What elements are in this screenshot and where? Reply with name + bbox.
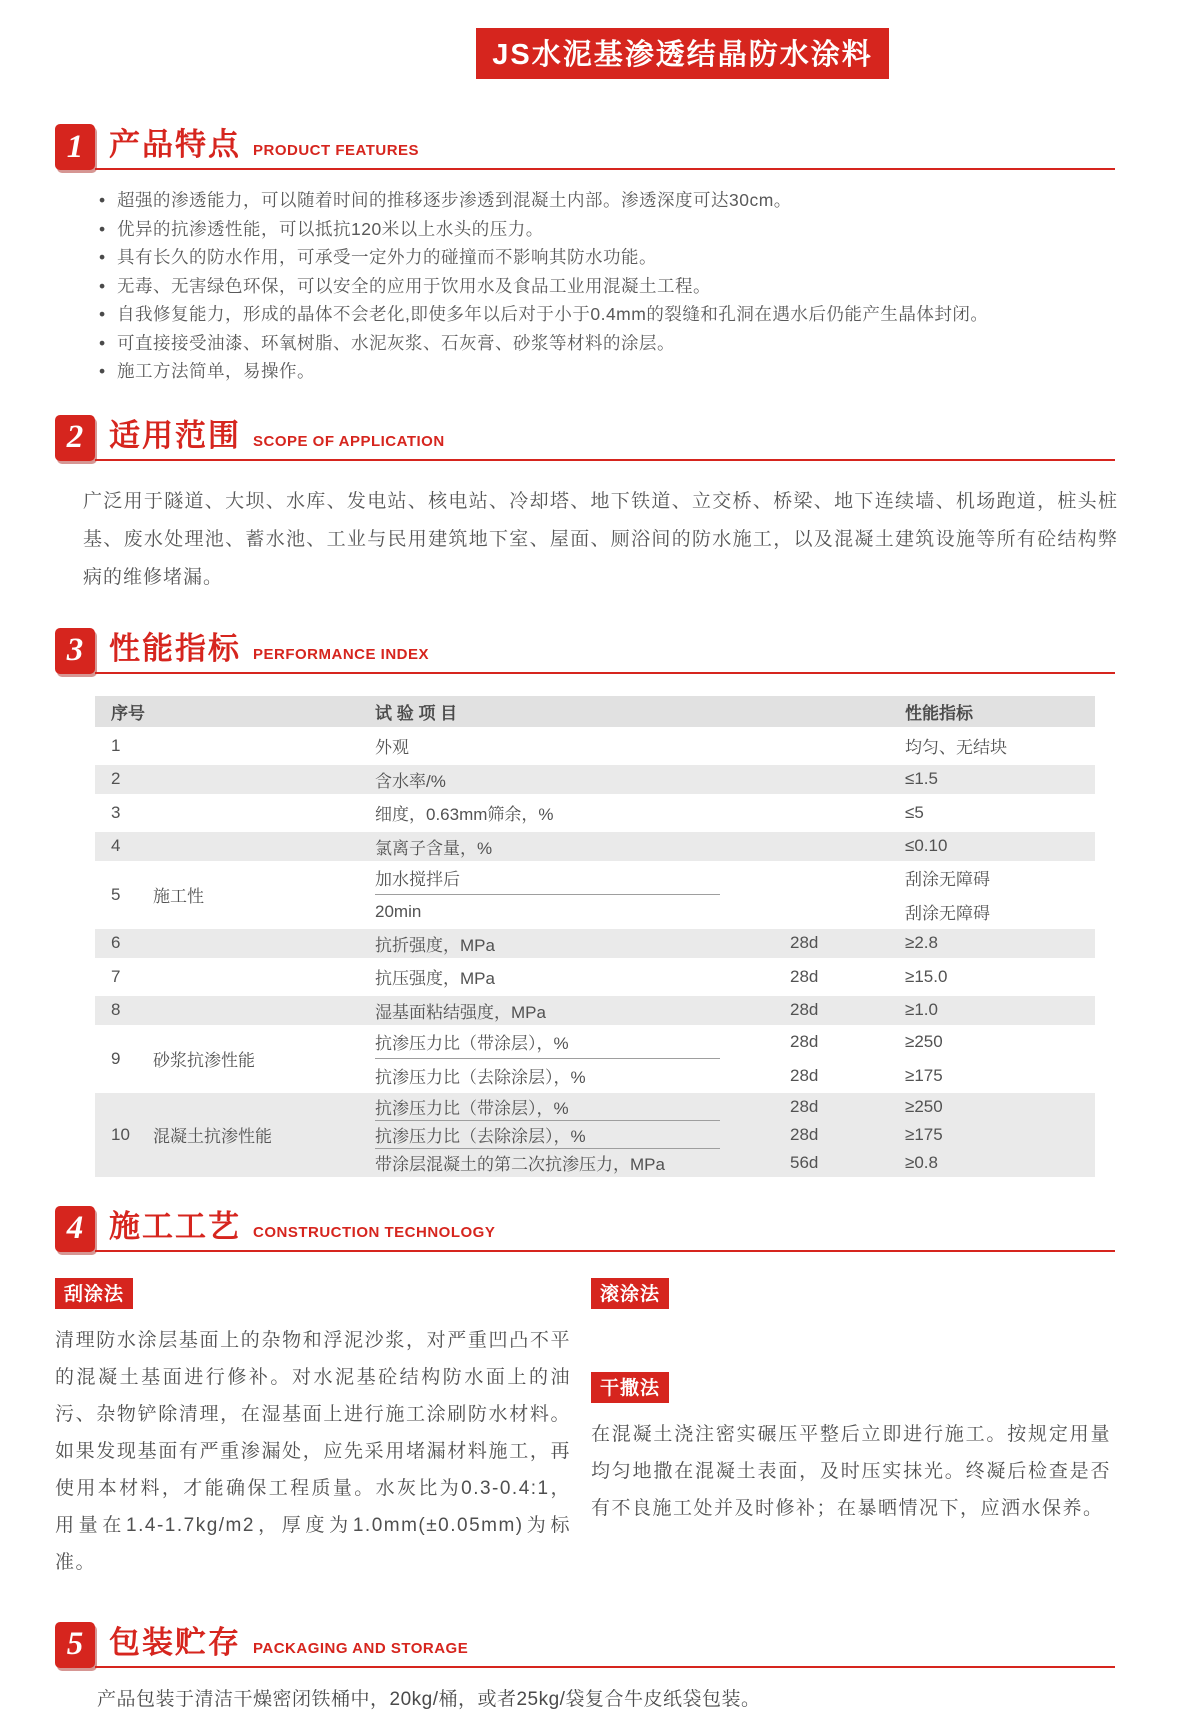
table-cell: 抗压强度，MPa: [375, 969, 495, 988]
performance-table-body: [95, 727, 1095, 1177]
section-header: [55, 119, 1115, 170]
page-title: JS水泥基渗透结晶防水涂料: [476, 28, 888, 79]
table-cell: 氯离子含量，%: [375, 838, 493, 858]
table-row: [95, 727, 1095, 765]
table-cell: 抗折强度，MPa: [375, 935, 495, 955]
section-title-group: [95, 410, 1115, 461]
performance-table: [95, 696, 1095, 1177]
table-cell: [153, 727, 375, 765]
table-cell: 混凝土抗渗性能: [153, 1127, 272, 1146]
section-title-group: [95, 1201, 1115, 1252]
table-cell: 28d: [790, 933, 819, 952]
table-cell: 均匀、无结块: [905, 738, 1007, 757]
table-cell: [790, 794, 905, 832]
section-title-cn: 适用范围: [109, 417, 241, 453]
section-packaging: [55, 1617, 1115, 1711]
section-title-en: PRODUCT FEATURES: [253, 142, 420, 159]
section-performance: [55, 623, 1115, 1177]
table-cell: 28d 28d 56d: [790, 1096, 819, 1172]
table-cell: ≥250 ≥175: [905, 1031, 943, 1085]
table-cell: [153, 832, 375, 861]
col-header-seq: 序号: [111, 703, 145, 723]
section-title-en: PERFORMANCE INDEX: [253, 645, 430, 663]
table-row: [95, 794, 1095, 832]
feature-item: • 可直接接受油漆、环氧树脂、水泥灰浆、石灰膏、砂浆等材料的涂层。: [97, 329, 1115, 358]
section-number-badge: 4: [55, 1206, 95, 1252]
table-cell: [153, 958, 375, 996]
table-cell: [153, 929, 375, 958]
section-title-cn: 性能指标: [109, 630, 241, 666]
table-cell: [790, 727, 905, 765]
method-dry-text: 在混凝土浇注密实碾压平整后立即进行施工。按规定用量均匀地撒在混凝土表面，及时压实抹光。终凝后检查是否有不良施工处并及时修补；在暴晒情况下，应洒水保养。: [591, 1423, 1111, 1519]
methods-columns: [55, 1278, 1115, 1581]
feature-item: • 具有长久的防水作用，可承受一定外力的碰撞而不影响其防水功能。: [97, 243, 1115, 272]
table-cell: [153, 765, 375, 794]
table-cell: ≥250 ≥175 ≥0.8: [905, 1096, 943, 1172]
table-cell: ≤5: [905, 802, 924, 822]
feature-list: [97, 186, 1115, 386]
table-cell: 砂浆抗渗性能: [153, 1051, 255, 1070]
table-cell: 3: [111, 802, 121, 822]
table-cell: [153, 996, 375, 1025]
section-title-group: [95, 1617, 1115, 1668]
section-title-cn: 包装贮存: [109, 1624, 241, 1660]
table-cell: 抗渗压力比（带涂层），% 抗渗压力比（去除涂层），%: [375, 1025, 790, 1093]
table-cell: 外观: [375, 738, 409, 757]
method-scrape-text: 清理防水涂层基面上的杂物和浮泥沙浆，对严重凹凸不平的混凝土基面进行修补。对水泥基砼结构防水面上的油污、杂物铲除清理，在湿基面上进行施工涂刷防水材料。如果发现基面有严重渗漏处，应先采用堵漏材料施工，再使用本材料，才能确保工程质量。水灰比为0.3-0.4:1，用量在1.4-1.7kg/m2，厚度为1.0mm(±0.05mm)为标准。: [55, 1329, 571, 1573]
section-title-cn: 产品特点: [109, 127, 241, 162]
section-number-badge: 3: [55, 628, 95, 674]
section-header: [55, 1201, 1115, 1252]
table-cell: 1: [111, 735, 121, 755]
table-cell: 5: [111, 884, 121, 904]
table-row: [95, 958, 1095, 996]
section-title-group: [95, 623, 1115, 674]
table-header-row: [95, 696, 1095, 727]
section-number-badge: 1: [55, 124, 95, 170]
table-cell: 7: [111, 966, 121, 986]
section-title-en: PACKAGING AND STORAGE: [253, 1639, 469, 1657]
method-badge-scrape: 刮涂法: [55, 1278, 133, 1309]
table-cell: 施工性: [153, 887, 204, 906]
section-header: [55, 623, 1115, 674]
table-cell: 28d: [790, 1000, 819, 1019]
table-cell: 9: [111, 1048, 121, 1068]
section-number-badge: 5: [55, 1622, 95, 1668]
table-cell: 6: [111, 933, 121, 952]
table-cell: 28d 28d: [790, 1031, 819, 1085]
method-badge-dry: 干撒法: [591, 1372, 669, 1403]
table-row: [95, 765, 1095, 794]
method-scrape-column: [55, 1278, 571, 1581]
feature-item: • 超强的渗透能力，可以随着时间的推移逐步渗透到混凝土内部。渗透深度可达30cm。: [97, 186, 1115, 215]
table-row: [95, 861, 1095, 929]
table-row: [95, 832, 1095, 861]
table-cell: 刮涂无障碍 刮涂无障碍: [905, 870, 990, 923]
table-cell: ≤0.10: [905, 836, 948, 855]
col-header-item: 试 验 项 目: [375, 703, 458, 723]
feature-item: • 优异的抗渗透性能，可以抵抗120米以上水头的压力。: [97, 215, 1115, 244]
method-badge-roll: 滚涂法: [591, 1278, 669, 1309]
table-cell: 2: [111, 769, 121, 788]
section-scope: [55, 410, 1118, 597]
table-cell: 细度，0.63mm筛余，%: [375, 805, 554, 824]
section-header: [55, 1617, 1115, 1668]
table-cell: ≤1.5: [905, 769, 938, 788]
section-construction: [55, 1201, 1115, 1581]
section-title-cn: 施工工艺: [109, 1208, 241, 1244]
col-header-index: 性能指标: [905, 703, 973, 723]
table-row: [95, 996, 1095, 1025]
section-title-en: SCOPE OF APPLICATION: [253, 432, 445, 450]
section-title-group: [95, 119, 1115, 170]
table-row: [95, 929, 1095, 958]
section-number-badge: 2: [55, 415, 95, 461]
section-product-features: [55, 119, 1115, 386]
table-cell: 加水搅拌后 20min: [375, 861, 790, 929]
table-cell: ≥2.8: [905, 933, 938, 952]
col-header-category: [153, 696, 375, 727]
section-title-en: CONSTRUCTION TECHNOLOGY: [253, 1223, 496, 1241]
table-cell: 10: [111, 1124, 130, 1144]
table-cell: [790, 765, 905, 794]
table-cell: ≥15.0: [905, 966, 948, 986]
table-cell: [790, 832, 905, 861]
feature-item: • 施工方法简单，易操作。: [97, 357, 1115, 386]
section-header: [55, 410, 1115, 461]
scope-paragraph: 广泛用于隧道、大坝、水库、发电站、核电站、冷却塔、地下铁道、立交桥、桥梁、地下连续墙、机场跑道，桩头桩基、废水处理池、蓄水池、工业与民用建筑地下室、屋面、厕浴间的防水施工，以及混凝土建筑设施等所有砼结构弊病的维修堵漏。: [83, 490, 1118, 588]
table-row: [95, 1093, 1095, 1177]
title-row: [0, 0, 1189, 79]
table-cell: 含水率/%: [375, 771, 446, 791]
feature-item: • 无毒、无害绿色环保，可以安全的应用于饮用水及食品工业用混凝土工程。: [97, 272, 1115, 301]
table-cell: 8: [111, 1000, 121, 1019]
table-cell: 抗渗压力比（带涂层），% 抗渗压力比（去除涂层），% 带涂层混凝土的第二次抗渗压力，MPa: [375, 1093, 790, 1177]
table-cell: [790, 861, 905, 929]
packaging-paragraph: 产品包装于清洁干燥密闭铁桶中，20kg/桶，或者25kg/袋复合牛皮纸袋包装。: [97, 1688, 761, 1710]
method-roll-dry-column: [591, 1278, 1111, 1581]
table-cell: [153, 794, 375, 832]
table-cell: 4: [111, 836, 121, 855]
table-row: [95, 1025, 1095, 1093]
table-cell: 28d: [790, 966, 819, 986]
feature-item: • 自我修复能力，形成的晶体不会老化,即使多年以后对于小于0.4mm的裂缝和孔洞在遇水后仍能产生晶体封闭。: [97, 300, 1115, 329]
table-cell: ≥1.0: [905, 1000, 938, 1019]
col-header-age: [790, 696, 905, 727]
table-cell: 湿基面粘结强度，MPa: [375, 1002, 546, 1022]
